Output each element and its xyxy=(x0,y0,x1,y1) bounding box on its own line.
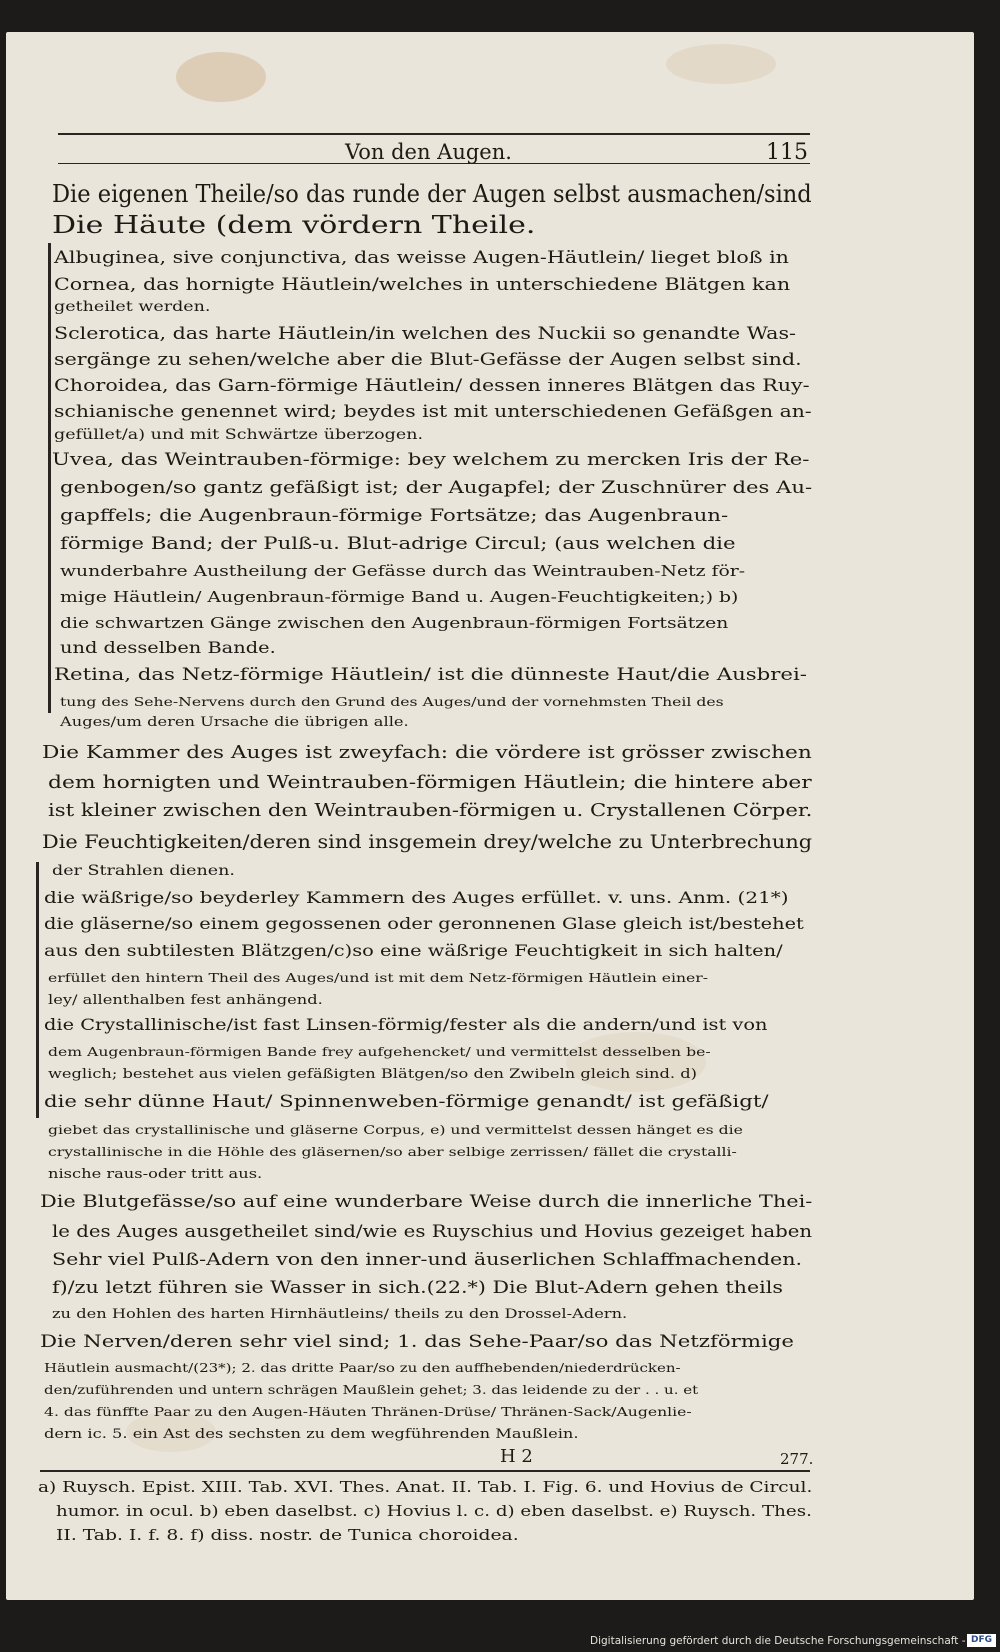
text-line: mige Häutlein/ Augenbraun-förmige Band u. Augen-Feuchtigkeiten;) b) xyxy=(60,588,739,606)
digitization-credit: Digitalisierung gefördert durch die Deutsche Forschungsgemeinschaft - xyxy=(590,1635,966,1647)
text-line: ley/ allenthalben fest anhängend. xyxy=(48,993,323,1008)
text-line: den/zuführenden und untern schrägen Maußlein gehet; 3. das leidende zu der . . u. et xyxy=(44,1383,699,1397)
signature-mark: H 2 xyxy=(500,1446,533,1467)
text-line: Die Kammer des Auges ist zweyfach: die vördere ist grösser zwischen xyxy=(42,742,812,763)
text-line: Sehr viel Pulß-Adern von den inner-und äuserlichen Schlaffmachenden. xyxy=(52,1250,803,1269)
text-line: erfüllet den hintern Theil des Auges/und ist mit dem Netz-förmigen Häutlein einer- xyxy=(48,970,709,985)
text-line: getheilet werden. xyxy=(54,299,211,315)
text-line: förmige Band; der Pulß-u. Blut-adrige Circul; (aus welchen die xyxy=(60,534,736,554)
text-line: Häutlein ausmacht/(23*); 2. das dritte Paar/so zu den auffhebenden/niederdrücken- xyxy=(44,1361,681,1375)
text-line: Cornea, das hornigte Häutlein/welches in unterschiedene Blätgen kan xyxy=(54,275,791,294)
text-line: Sclerotica, das harte Häutlein/in welchen des Nuckii so genandte Was- xyxy=(54,324,797,343)
text-line: genbogen/so gantz gefäßigt ist; der Augapfel; der Zuschnürer des Au- xyxy=(60,478,813,498)
text-line: sergänge zu sehen/welche aber die Blut-Gefässe der Augen selbst sind. xyxy=(54,350,802,369)
dfg-logo-icon: DFG xyxy=(967,1634,996,1647)
text-line: dern ic. 5. ein Ast des sechsten zu dem wegführenden Maußlein. xyxy=(44,1427,579,1442)
text-line: 4. das fünffte Paar zu den Augen-Häuten Thränen-Drüse/ Thränen-Sack/Augenlie- xyxy=(44,1404,692,1419)
stain-mark xyxy=(566,1032,706,1092)
footnote-line: humor. in ocul. b) eben daselbst. c) Hovius l. c. d) eben daselbst. e) Ruysch. Thes. xyxy=(56,1502,812,1520)
text-line: Die Blutgefässe/so auf eine wunderbare Weise durch die innerliche Thei- xyxy=(40,1192,813,1212)
text-line: die gläserne/so einem gegossenen oder geronnenen Glase gleich ist/bestehet xyxy=(44,915,804,933)
text-line: giebet das crystallinische und gläserne Corpus, e) und vermittelst dessen hänget es die xyxy=(48,1122,743,1137)
text-line: dem hornigten und Weintrauben-förmigen Häutlein; die hintere aber xyxy=(48,772,812,793)
text-line: f)/zu letzt führen sie Wasser in sich.(22.*) Die Blut-Adern gehen theils xyxy=(52,1278,783,1297)
text-line: der Strahlen dienen. xyxy=(52,863,235,879)
stain-mark xyxy=(666,44,776,84)
text-line: weglich; bestehet aus vielen gefäßigten Blätgen/so den Zwibeln gleich sind. d) xyxy=(48,1067,697,1082)
stain-mark xyxy=(176,52,266,102)
catchword: 277. xyxy=(780,1450,814,1468)
footnote-rule xyxy=(40,1470,810,1472)
text-line: Die Häute (dem vördern Theile. xyxy=(52,211,536,239)
text-line: die Crystallinische/ist fast Linsen-förmig/fester als die andern/und ist von xyxy=(44,1016,768,1034)
footnote-line: II. Tab. I. f. 8. f) diss. nostr. de Tunica choroidea. xyxy=(56,1526,519,1544)
footnote-line: a) Ruysch. Epist. XIII. Tab. XVI. Thes. Anat. II. Tab. I. Fig. 6. und Hovius de Circul. xyxy=(38,1478,813,1496)
text-line: Choroidea, das Garn-förmige Häutlein/ dessen inneres Blätgen das Ruy- xyxy=(54,376,810,395)
header-rule xyxy=(58,133,810,135)
text-line: Albuginea, sive conjunctiva, das weisse Augen-Häutlein/ lieget bloß in xyxy=(54,248,789,267)
text-line: crystallinische in die Höhle des gläsernen/so aber selbige zerrissen/ fället die crystalli- xyxy=(48,1144,737,1159)
text-line: Retina, das Netz-förmige Häutlein/ ist die dünneste Haut/die Ausbrei- xyxy=(54,665,807,685)
running-head: Von den Augen. xyxy=(345,140,512,164)
text-line: ist kleiner zwischen den Weintrauben-förmigen u. Crystallenen Cörper. xyxy=(48,800,813,821)
text-line: Die eigenen Theile/so das runde der Augen selbst ausmachen/sind xyxy=(52,180,812,208)
text-line: Uvea, das Weintrauben-förmige: bey welchem zu mercken Iris der Re- xyxy=(52,450,810,470)
text-line: Die Nerven/deren sehr viel sind; 1. das Sehe-Paar/so das Netzförmige xyxy=(40,1332,794,1352)
text-line: Die Feuchtigkeiten/deren sind insgemein drey/welche zu Unterbrechung xyxy=(42,832,813,853)
text-line: gapffels; die Augenbraun-förmige Fortsätze; das Augenbraun- xyxy=(60,506,729,526)
page-number: 115 xyxy=(766,140,808,165)
text-line: schianische genennet wird; beydes ist mit unterschiedenen Gefäßgen an- xyxy=(54,402,812,421)
text-line: nische raus-oder tritt aus. xyxy=(48,1167,263,1182)
text-line: wunderbahre Austheilung der Gefässe durch das Weintrauben-Netz för- xyxy=(60,562,746,580)
text-line: gefüllet/a) und mit Schwärtze überzogen. xyxy=(54,427,424,443)
text-line: und desselben Bande. xyxy=(60,639,276,657)
text-line: dem Augenbraun-förmigen Bande frey aufgehencket/ und vermittelst desselben be- xyxy=(48,1044,711,1059)
text-line: die sehr dünne Haut/ Spinnenweben-förmige genandt/ ist gefäßigt/ xyxy=(44,1092,769,1112)
text-line: zu den Hohlen des harten Hirnhäutleins/ theils zu den Drossel-Adern. xyxy=(52,1307,628,1322)
text-line: die schwartzen Gänge zwischen den Augenbraun-förmigen Fortsätzen xyxy=(60,614,729,632)
text-line: die wäßrige/so beyderley Kammern des Auges erfüllet. v. uns. Anm. (21*) xyxy=(44,888,789,907)
margin-bracket xyxy=(48,243,51,713)
text-line: tung des Sehe-Nervens durch den Grund des Auges/und der vornehmsten Theil des xyxy=(60,694,724,709)
text-line: le des Auges ausgetheilet sind/wie es Ruyschius und Hovius gezeiget haben xyxy=(52,1222,813,1241)
text-line: Auges/um deren Ursache die übrigen alle. xyxy=(60,715,409,730)
text-line: aus den subtilesten Blätzgen/c)so eine wäßrige Feuchtigkeit in sich halten/ xyxy=(44,942,783,960)
margin-bracket xyxy=(36,862,39,1118)
